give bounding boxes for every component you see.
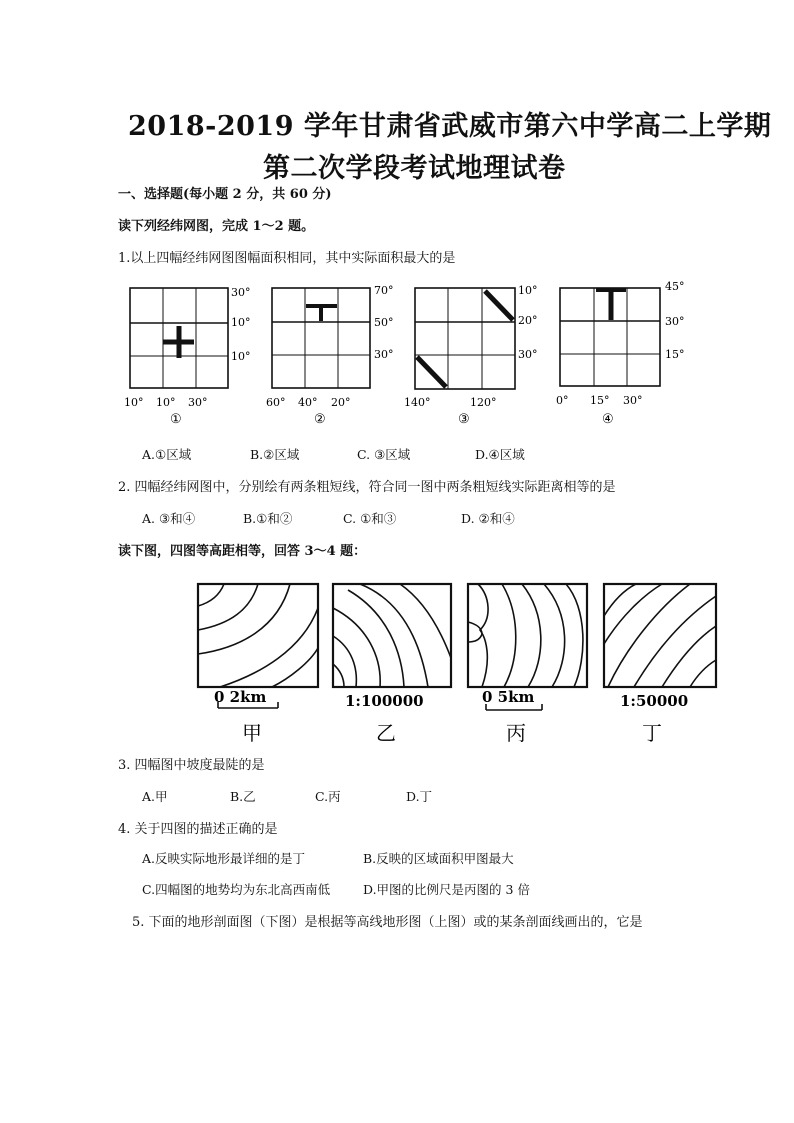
grid4-bottom-1: 15° (590, 394, 610, 407)
grid1-right-2: 10° (231, 350, 251, 363)
q3-option-b: B.乙 (230, 789, 256, 804)
grid2-id: ② (314, 412, 326, 427)
grid1-bottom-2: 30° (188, 396, 208, 409)
grid3-right-1: 20° (518, 314, 538, 327)
q4-option-b: B.反映的区域面积甲图最大 (363, 851, 514, 866)
grid4-right-2: 15° (665, 348, 685, 361)
grid2-bottom-2: 20° (331, 396, 351, 409)
q1-option-b: B.②区域 (250, 447, 300, 462)
contour-map-jia (198, 584, 318, 745)
q4-option-c: C.四幅图的地势均为东北高西南低 (142, 882, 331, 897)
grid1-id: ① (170, 412, 182, 427)
q2-option-c: C. ①和③ (343, 511, 397, 526)
q3-option-a: A.甲 (142, 789, 168, 804)
bing-label: 丙 (506, 721, 526, 745)
ding-scale-text: 1:50000 (620, 692, 689, 710)
grid2-right-1: 50° (374, 316, 394, 329)
grid-1 (124, 286, 251, 427)
section-heading: 一、选择题(每小题 2 分，共 60 分) (118, 187, 332, 202)
q1-option-a: A.①区域 (142, 447, 192, 462)
q3-option-c: C.丙 (315, 789, 341, 804)
q2-stem: 2. 四幅经纬网图中，分别绘有两条粗短线，符合同一图中两条粗短线实际距离相等的是 (118, 480, 616, 495)
q3-stem: 3. 四幅图中坡度最陡的是 (118, 758, 265, 773)
yi-scale-text: 1:100000 (345, 692, 424, 710)
q1-option-c: C. ③区域 (357, 447, 411, 462)
grid3-bottom-1: 120° (470, 396, 497, 409)
yi-label: 乙 (376, 721, 396, 745)
q2-option-a: A. ③和④ (142, 511, 196, 526)
grid2-right-0: 70° (374, 284, 394, 297)
q4-option-a: A.反映实际地形最详细的是丁 (142, 851, 306, 866)
ding-label: 丁 (642, 721, 662, 745)
q5-stem: 5. 下面的地形剖面图（下图）是根据等高线地形图（上图）或的某条剖面线画出的，它是 (132, 915, 643, 930)
q1-stem: 1.以上四幅经纬网图图幅面积相同，其中实际面积最大的是 (118, 251, 456, 266)
contour-map-ding (604, 584, 716, 745)
grid2-bottom-0: 60° (266, 396, 286, 409)
page-title-line1: 2018-2019 学年甘肃省武威市第六中学高二上学期 (128, 111, 772, 142)
q4-stem: 4. 关于四图的描述正确的是 (118, 822, 278, 837)
contour-map-bing (468, 584, 587, 745)
contour-figures (190, 578, 730, 748)
jia-scale-text: 0 2km (214, 688, 267, 706)
grid-3 (404, 284, 538, 427)
grid1-bottom-0: 10° (124, 396, 144, 409)
grid3-bottom-0: 140° (404, 396, 431, 409)
graticule-figures (118, 278, 698, 428)
grid4-right-0: 45° (665, 280, 685, 293)
grid4-id: ④ (602, 412, 614, 427)
grid2-right-2: 30° (374, 348, 394, 361)
grid-2 (266, 284, 394, 427)
q2-option-d: D. ②和④ (461, 511, 515, 526)
grid1-right-1: 10° (231, 316, 251, 329)
intro-2: 读下图，四图等高距相等，回答 3～4 题： (118, 544, 367, 559)
grid1-bottom-1: 10° (156, 396, 176, 409)
q1-option-d: D.④区域 (475, 447, 525, 462)
grid4-right-1: 30° (665, 315, 685, 328)
grid3-id: ③ (458, 412, 470, 427)
grid3-right-2: 30° (518, 348, 538, 361)
grid3-right-0: 10° (518, 284, 538, 297)
grid4-bottom-0: 0° (556, 394, 569, 407)
grid4-bottom-2: 30° (623, 394, 643, 407)
contour-map-yi (333, 584, 451, 745)
intro-1: 读下列经纬网图，完成 1～2 题。 (118, 219, 315, 234)
q4-option-d: D.甲图的比例尺是丙图的 3 倍 (363, 882, 530, 897)
q2-option-b: B.①和② (243, 511, 293, 526)
grid-4 (556, 280, 685, 427)
grid1-right-0: 30° (231, 286, 251, 299)
grid2-bottom-1: 40° (298, 396, 318, 409)
jia-label: 甲 (242, 721, 262, 745)
bing-scale-text: 0 5km (482, 688, 535, 706)
q3-option-d: D.丁 (406, 789, 433, 804)
page-title-line2: 第二次学段考试地理试卷 (263, 153, 566, 184)
